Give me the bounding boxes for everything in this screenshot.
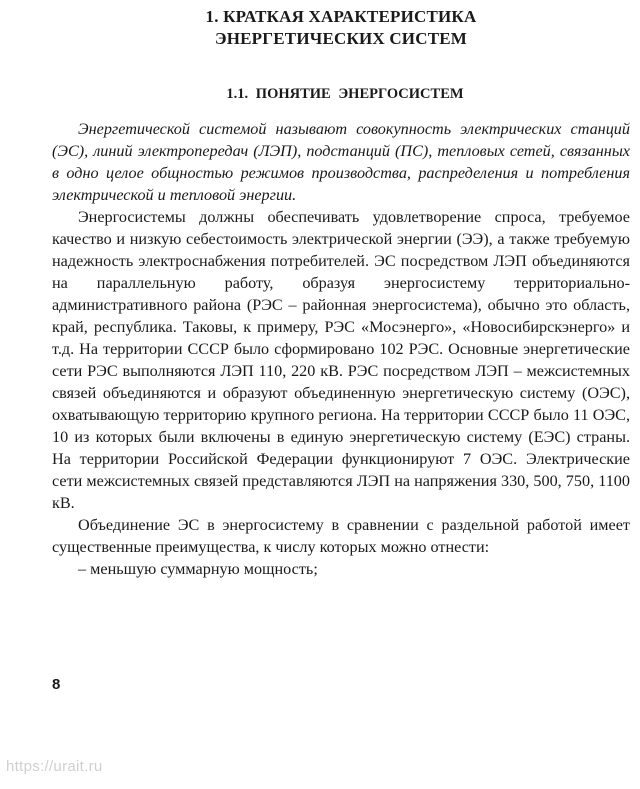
chapter-title-line1: 1. КРАТКАЯ ХАРАКТЕРИСТИКА <box>205 7 477 26</box>
body-paragraph-2: Объединение ЭС в энергосистему в сравнении с раздельной работой имеет существенные преимущества, к числу которых можно отнести: <box>52 516 630 556</box>
document-page <box>52 0 630 580</box>
chapter-title-line2: ЭНЕРГЕТИЧЕСКИХ СИСТЕМ <box>214 29 468 48</box>
chapter-title <box>52 6 630 50</box>
page-number: 8 <box>52 676 61 693</box>
watermark: https://urait.ru <box>6 758 103 775</box>
list-item: – меньшую суммарную мощность; <box>78 560 318 578</box>
section-title: 1.1. ПОНЯТИЕ ЭНЕРГОСИСТЕМ <box>226 86 464 102</box>
body-paragraph-1: Энергосистемы должны обеспечивать удовлетворение спроса, требуемое качество и низкую себестоимость электрической энергии (ЭЭ), а также требуемую надежность электроснабжения потребителей. ЭС посредством ЛЭП объединяются на параллельную работу, образуя энергосистему территориально-административного района (РЭС – районная энергосистема), обычно это область, край, республика. Таковы, к примеру, РЭС «Мосэнерго», «Новосибирскэнерго» и т.д. На территории СССР было сформировано 102 РЭС. Основные энергетические сети РЭС выполняются ЛЭП 110, 220 кВ. РЭС посредством ЛЭП – межсистемных связей объединяются и образуют объединенную энергетическую систему (ОЭС), охватывающую территорию крупного региона. На территории СССР было 11 ОЭС, 10 из которых были включены в единую энергетическую систему (ЕЭС) страны. На территории Российской Федерации функционируют 7 ОЭС. Электрические сети межсистемных связей представляются ЛЭП на напряжения 330, 500, 750, 1100 кВ. <box>52 208 630 512</box>
definition-paragraph: Энергетической системой называют совокупность электрических станций (ЭС), линий электропередач (ЛЭП), подстанций (ПС), тепловых сетей, связанных в одно целое общностью режимов производства, распределения и потребления электрической и тепловой энергии. <box>52 120 630 204</box>
